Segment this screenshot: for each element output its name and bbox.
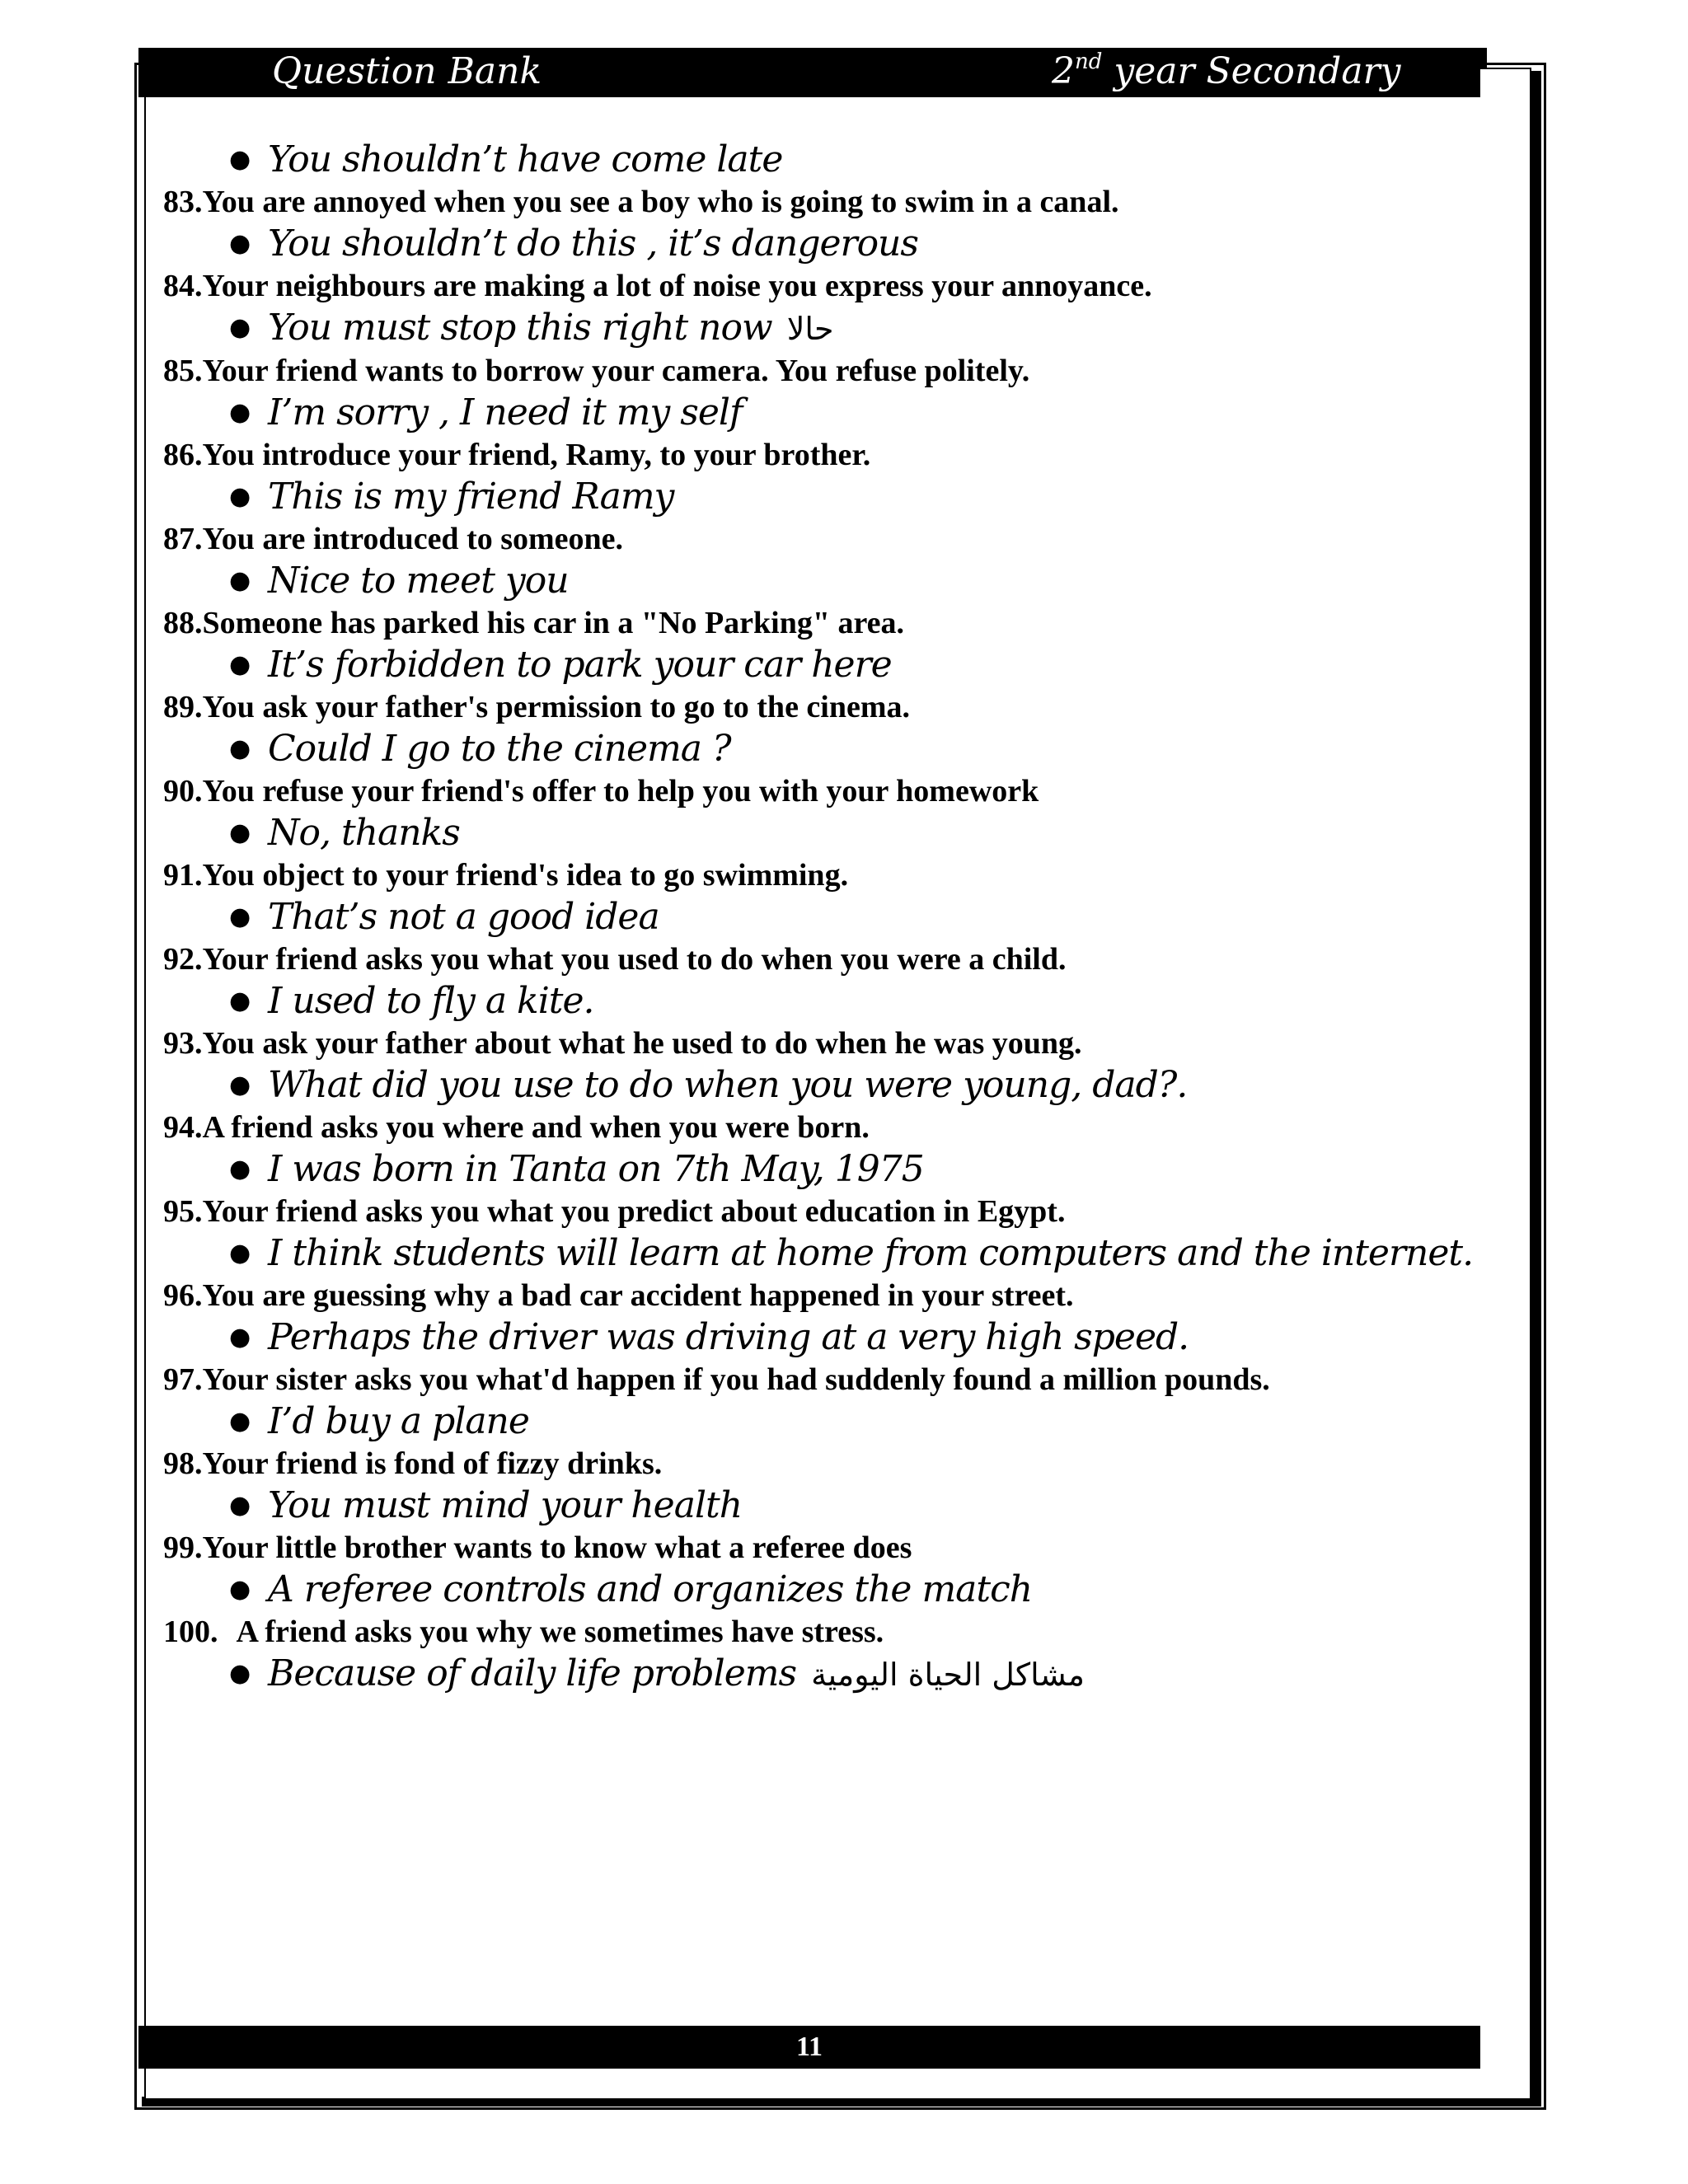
answer-line bbox=[163, 1146, 1498, 1193]
question-number: 90. bbox=[163, 774, 203, 808]
question-text: Your friend is fond of fizzy drinks. bbox=[202, 1446, 663, 1481]
answer-text: I was born in Tanta on 7th May, 1975 bbox=[268, 1148, 924, 1190]
bullet-icon: ● bbox=[229, 229, 251, 258]
answer-text: You shouldn’t do this , it’s dangerous bbox=[268, 223, 918, 265]
answer-text: I’d buy a plane bbox=[268, 1400, 529, 1442]
question-number: 83. bbox=[163, 185, 203, 219]
answer-text: This is my friend Ramy bbox=[268, 476, 674, 518]
bullet-icon: ● bbox=[229, 313, 251, 342]
question-text: Your sister asks you what'd happen if you had suddenly found a million pounds. bbox=[202, 1362, 1270, 1397]
question-text: You are guessing why a bad car accident happened in your street. bbox=[202, 1278, 1074, 1313]
bullet-icon: ● bbox=[229, 818, 251, 847]
bullet-icon: ● bbox=[229, 1575, 251, 1604]
answer-line bbox=[163, 725, 1498, 773]
header-grade-number: 2 bbox=[1052, 50, 1075, 92]
question-line bbox=[163, 1614, 1498, 1650]
items-container bbox=[163, 184, 1498, 1699]
answer-text: I used to fly a kite. bbox=[268, 980, 594, 1022]
question-list bbox=[163, 136, 1498, 1699]
question-line bbox=[163, 773, 1498, 809]
question-line bbox=[163, 1025, 1498, 1062]
answer-line bbox=[163, 893, 1498, 941]
arabic-gloss: مشاكل الحياة اليومية bbox=[811, 1657, 1085, 1693]
question-line bbox=[163, 437, 1498, 473]
question-text: Your friend wants to borrow your camera. You refuse politely. bbox=[202, 354, 1030, 388]
header-grade-ordinal: nd bbox=[1075, 49, 1103, 74]
question-line bbox=[163, 1530, 1498, 1566]
arabic-gloss: حالا bbox=[786, 311, 834, 347]
answer-line bbox=[163, 809, 1498, 857]
answer-line bbox=[163, 1398, 1498, 1446]
answer-text: No, thanks bbox=[268, 812, 460, 854]
question-text: A friend asks you where and when you were born. bbox=[202, 1110, 870, 1145]
bullet-icon: ● bbox=[229, 566, 251, 595]
question-line bbox=[163, 268, 1498, 304]
answer-line bbox=[163, 473, 1498, 521]
answer-line bbox=[163, 557, 1498, 605]
bullet-icon: ● bbox=[229, 1239, 251, 1268]
question-line bbox=[163, 1193, 1498, 1230]
answer-text: A referee controls and organizes the match bbox=[268, 1568, 1033, 1610]
question-number: 97. bbox=[163, 1362, 203, 1397]
header-grade bbox=[1052, 46, 1400, 97]
question-number: 98. bbox=[163, 1446, 203, 1481]
answer-line bbox=[163, 1062, 1498, 1109]
bullet-icon: ● bbox=[229, 1155, 251, 1183]
header-bar-cap bbox=[1480, 48, 1487, 69]
bullet-icon: ● bbox=[229, 482, 251, 511]
question-line bbox=[163, 941, 1498, 977]
bullet-icon: ● bbox=[229, 398, 251, 427]
answer-line bbox=[163, 1482, 1498, 1530]
bullet-icon: ● bbox=[229, 1491, 251, 1520]
bullet-icon: ● bbox=[229, 987, 251, 1015]
question-line bbox=[163, 689, 1498, 725]
answer-text: Nice to meet you bbox=[268, 560, 569, 602]
answer-line bbox=[163, 389, 1498, 437]
question-text: Your little brother wants to know what a referee does bbox=[202, 1530, 912, 1565]
question-line bbox=[163, 1109, 1498, 1146]
question-text: Your friend asks you what you used to do when you were a child. bbox=[202, 942, 1067, 977]
answer-text: It’s forbidden to park your car here bbox=[268, 644, 892, 686]
question-number: 100. bbox=[163, 1615, 218, 1649]
answer-text: Could I go to the cinema ? bbox=[268, 728, 731, 770]
header-grade-label: year Secondary bbox=[1102, 50, 1401, 92]
question-number: 99. bbox=[163, 1530, 203, 1565]
question-text: You object to your friend's idea to go swimming. bbox=[202, 858, 849, 893]
bullet-icon: ● bbox=[229, 1659, 251, 1688]
answer-line bbox=[163, 1230, 1498, 1277]
question-number: 84. bbox=[163, 269, 203, 303]
question-line bbox=[163, 1277, 1498, 1314]
question-text: Someone has parked his car in a "No Parking" area. bbox=[202, 606, 905, 640]
question-text: Your neighbours are making a lot of noise you express your annoyance. bbox=[202, 269, 1152, 303]
page-number: 11 bbox=[795, 2032, 823, 2062]
answer-text: That’s not a good idea bbox=[268, 896, 659, 938]
bullet-icon: ● bbox=[229, 1323, 251, 1352]
question-text: You are annoyed when you see a boy who is going to swim in a canal. bbox=[202, 185, 1119, 219]
bullet-icon: ● bbox=[229, 1071, 251, 1099]
answer-line bbox=[163, 641, 1498, 689]
bullet-icon: ● bbox=[229, 734, 251, 763]
question-number: 85. bbox=[163, 354, 203, 388]
answer-line bbox=[163, 136, 1498, 184]
question-number: 96. bbox=[163, 1278, 203, 1313]
bullet-icon: ● bbox=[229, 145, 251, 174]
bullet-icon: ● bbox=[229, 1407, 251, 1436]
question-line bbox=[163, 605, 1498, 641]
answer-text: You must mind your health bbox=[268, 1484, 743, 1526]
answer-text: I’m sorry , I need it my self bbox=[268, 391, 743, 434]
question-text: A friend asks you why we sometimes have stress. bbox=[236, 1615, 884, 1649]
question-number: 88. bbox=[163, 606, 203, 640]
answer-text: I think students will learn at home from computers and the internet. bbox=[268, 1232, 1474, 1274]
question-line bbox=[163, 857, 1498, 893]
question-text: You refuse your friend's offer to help you with your homework bbox=[202, 774, 1039, 808]
bullet-icon: ● bbox=[229, 902, 251, 931]
question-text: You ask your father about what he used to do when he was young. bbox=[202, 1026, 1082, 1061]
question-number: 86. bbox=[163, 438, 203, 472]
question-number: 95. bbox=[163, 1194, 203, 1229]
answer-line bbox=[163, 220, 1498, 268]
question-line bbox=[163, 353, 1498, 389]
question-number: 92. bbox=[163, 942, 203, 977]
answer-line bbox=[163, 1566, 1498, 1614]
bullet-icon: ● bbox=[229, 650, 251, 679]
question-text: You ask your father's permission to go to the cinema. bbox=[202, 690, 911, 724]
question-line bbox=[163, 1361, 1498, 1398]
question-number: 94. bbox=[163, 1110, 203, 1145]
question-text: You introduce your friend, Ramy, to your brother. bbox=[202, 438, 871, 472]
answer-text: Because of daily life problems bbox=[268, 1652, 797, 1694]
question-text: Your friend asks you what you predict about education in Egypt. bbox=[202, 1194, 1066, 1229]
question-number: 87. bbox=[163, 522, 203, 556]
answer-text: You shouldn’t have come late bbox=[268, 138, 783, 180]
question-text: You are introduced to someone. bbox=[202, 522, 624, 556]
question-number: 93. bbox=[163, 1026, 203, 1061]
answer-text: Perhaps the driver was driving at a very high speed. bbox=[268, 1316, 1189, 1358]
question-line bbox=[163, 521, 1498, 557]
answer-text: What did you use to do when you were young, dad?. bbox=[268, 1064, 1188, 1106]
answer-line bbox=[163, 304, 1498, 353]
question-number: 91. bbox=[163, 858, 203, 893]
answer-line bbox=[163, 1650, 1498, 1699]
answer-text: You must stop this right now bbox=[268, 307, 772, 349]
header-title: Question Bank bbox=[272, 50, 542, 92]
answer-line bbox=[163, 1314, 1498, 1361]
question-line bbox=[163, 184, 1498, 220]
question-line bbox=[163, 1446, 1498, 1482]
question-number: 89. bbox=[163, 690, 203, 724]
answer-line bbox=[163, 977, 1498, 1025]
